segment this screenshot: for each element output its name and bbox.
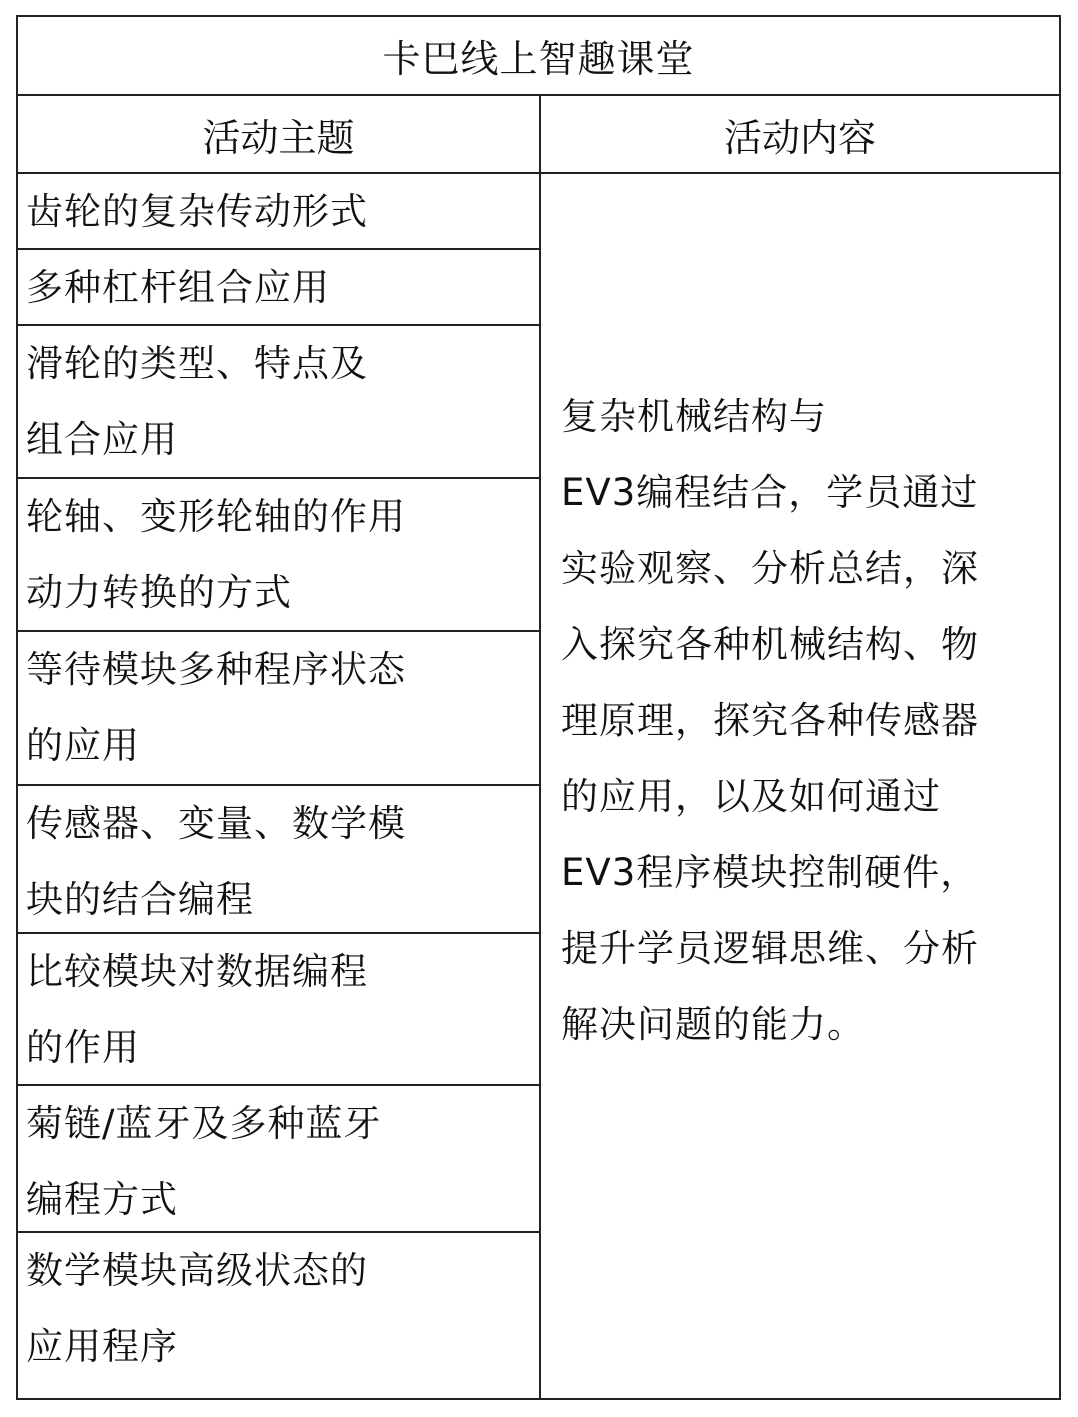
topic-line: 等待模块多种程序状态 — [26, 648, 406, 691]
topic-row — [18, 250, 539, 326]
topic-row — [18, 632, 539, 786]
content-line: 提升学员逻辑思维、分析 — [561, 927, 979, 970]
content-line: EV3程序模块控制硬件， — [561, 851, 979, 894]
header-content: 活动内容 — [541, 96, 1059, 174]
content-line: 解决问题的能力。 — [561, 1003, 865, 1046]
content-line: 复杂机械结构与 — [561, 395, 827, 438]
topic-line: 齿轮的复杂传动形式 — [26, 190, 368, 233]
topic-line: 菊链/蓝牙及多种蓝牙 — [26, 1102, 382, 1145]
topic-line: 轮轴、变形轮轴的作用 — [26, 495, 406, 538]
topic-line: 传感器、变量、数学模 — [26, 802, 406, 845]
topic-row — [18, 786, 539, 934]
content-line: 入探究各种机械结构、物 — [561, 623, 979, 666]
topic-line: 编程方式 — [26, 1178, 178, 1221]
topic-line: 的作用 — [26, 1026, 140, 1069]
topic-row — [18, 934, 539, 1086]
activity-table — [16, 15, 1061, 1400]
topic-row — [18, 479, 539, 632]
content-cell — [541, 174, 1059, 1398]
topic-row — [18, 326, 539, 479]
content-line: 实验观察、分析总结，深 — [561, 547, 979, 590]
topic-line: 组合应用 — [26, 418, 178, 461]
topic-line: 多种杠杆组合应用 — [26, 266, 330, 309]
topic-line: 滑轮的类型、特点及 — [26, 342, 368, 385]
topic-line: 比较模块对数据编程 — [26, 950, 368, 993]
header-topic: 活动主题 — [18, 96, 541, 174]
topic-line: 动力转换的方式 — [26, 571, 292, 614]
content-line: 的应用，以及如何通过 — [561, 775, 941, 818]
topic-row — [18, 174, 539, 250]
topic-line: 的应用 — [26, 724, 140, 767]
topic-line: 数学模块高级状态的 — [26, 1249, 368, 1292]
topic-line: 块的结合编程 — [26, 878, 254, 921]
table-title: 卡巴线上智趣课堂 — [18, 17, 1059, 96]
topic-row — [18, 1086, 539, 1233]
content-line: EV3编程结合，学员通过 — [561, 471, 979, 514]
content-line: 理原理，探究各种传感器 — [561, 699, 979, 742]
topic-row — [18, 1233, 539, 1400]
topic-column — [18, 174, 541, 1398]
topic-line: 应用程序 — [26, 1325, 178, 1368]
content-description — [561, 379, 1041, 1063]
